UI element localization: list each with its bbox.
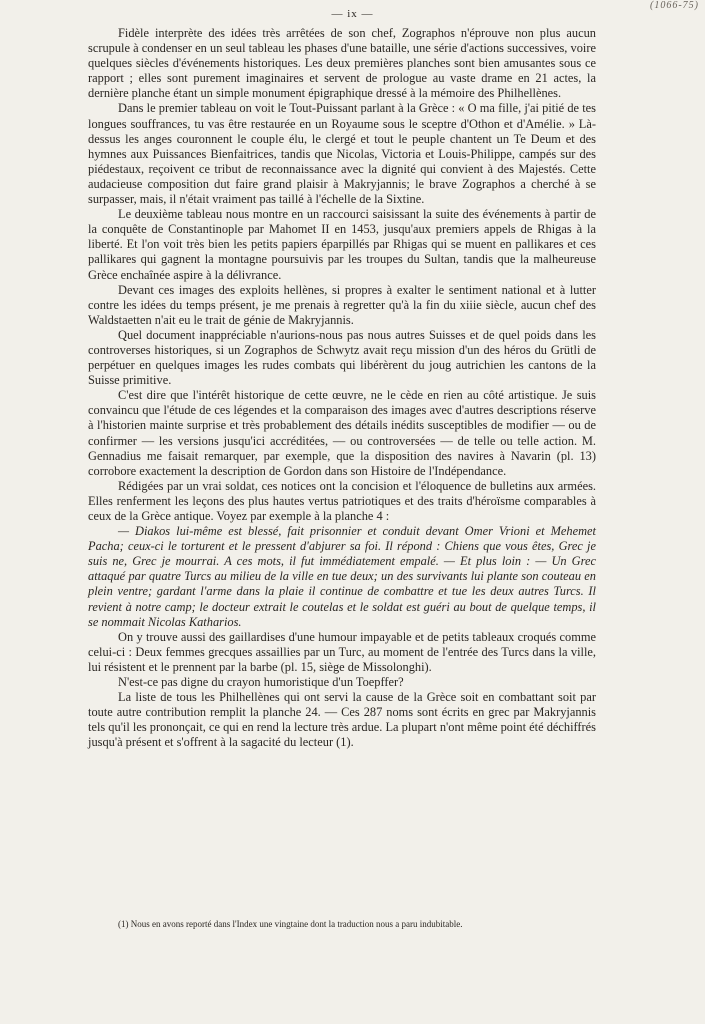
paragraph: N'est-ce pas digne du crayon humoristique d'un Toepffer? — [118, 675, 404, 690]
paragraph: Le deuxième tableau nous montre en un raccourci saisissant la suite des événements à partir de la conquête de Constantinople par Mahomet II en 1453, jusqu'aux premiers appels de Rhigas à la liberté. Et l'on voit très bien les petits papiers éparpillés par Rhigas qui se muent en pallikares et ces pallikares qui gagnent la montagne poursuivis par les troupes du Sultan, tandis que la malheureuse Grèce enchaînée aspire à la délivrance. — [88, 207, 596, 282]
paragraph: La liste de tous les Philhellènes qui ont servi la cause de la Grèce soit en combattant soit par toute autre contribution remplit la planche 24. — Ces 287 noms sont écrits en grec par Makryjannis tels qu'il les prononçait, ce qui en rend la lecture très ardue. La plupart n'ont même point été déchiffrés jusqu'à présent et s'offrent à la sagacité du lecteur (1). — [88, 690, 596, 750]
paragraph: On y trouve aussi des gaillardises d'une humour impayable et de petits tableaux croqués comme celui-ci : Deux femmes grecques assaillies par un Turc, au moment de l'entrée des Turcs dans la ville, lui résistent et le prennent par la barbe (pl. 15, siège de Missolonghi). — [88, 629, 596, 674]
page-number: — ix — — [331, 8, 374, 20]
paragraph: Dans le premier tableau on voit le Tout-Puissant parlant à la Grèce : « O ma fille, j'ai pitié de tes longues souffrances, tu vas être restaurée en un Royaume sous le sceptre d'Othon et d'Amélie. » Là-dessus les anges couronnent le couple élu, le clergé et tout le peuple chantent un Te Deum et des hymnes aux Puissances Bienfaitrices, tandis que Nicolas, Victoria et Louis-Philippe, campés sur des piédestaux, reçoivent ce tribut de reconnaissance avec la dignité qui convient à des Majestés. Cette audacieuse composition dut faire grand plaisir à Makryjannis; le brave Zographos a cherché à se surpasser, mais, il n'était vraiment pas taillé à l'échelle de la Sixtine. — [88, 101, 596, 207]
paragraph: C'est dire que l'intérêt historique de cette œuvre, ne le cède en rien au côté artistique. Je suis convaincu que l'étude de ces légendes et la comparaison des images avec d'autres descriptions réserve à l'historien mainte surprise et très probablement des détails inédits susceptibles de modifier — ou de confirmer — les versions jusqu'ici accréditées, — ou controversées — de telle ou telle action. M. Gennadius me faisait remarquer, par exemple, que la disposition des navires à Navarin (pl. 13) corrobore exactement la description de Gordon dans son Histoire de l'Indépendance. — [88, 388, 596, 478]
footnote: (1) Nous en avons reporté dans l'Index une vingtaine dont la traduction nous a paru indubitable. — [118, 919, 463, 929]
paragraph: Fidèle interprète des idées très arrêtées de son chef, Zographos n'éprouve non plus aucun scrupule à condenser en un seul tableau les phases d'une bataille, une série d'actions successives, voire quelques siècles d'événements historiques. Les deux premières planches sont bien amusantes sous ce rapport ; elles sont purement imaginaires et servent de prologue au vaste drame en 21 actes, la dernière planche étant un simple monument épigraphique dressé à la mémoire des Philhellènes. — [88, 26, 596, 101]
paragraph: Rédigées par un vrai soldat, ces notices ont la concision et l'éloquence de bulletins aux armées. Elles renferment les leçons des plus hautes vertus patriotiques et des traits d'héroïsme comparables à ceux de la Grèce antique. Voyez par exemple à la planche 4 : — [88, 478, 596, 523]
corner-annotation: (1066-75) — [650, 0, 699, 11]
quoted-paragraph: — Diakos lui-même est blessé, fait prisonnier et conduit devant Omer Vrioni et Mehemet Pacha; ceux-ci le torturent et le pressent d'abjurer sa foi. Il répond : Chiens que vous êtes, Grec je suis ne, Grec je mourrai. A ces mots, il fut immédiatement empalé. — Et plus loin : — Un Grec attaqué par quatre Turcs au milieu de la ville en tue deux; un des survivants lui plante son couteau en plein ventre; gardant l'arme dans la plaie il continue de combattre et tue les deux autres Turcs. Il revient à notre camp; le docteur extrait le coutelas et le soldat est guéri au bout de quelque temps, il se nommait Nicolas Katharios. — [88, 524, 596, 629]
paragraph: Devant ces images des exploits hellènes, si propres à exalter le sentiment national et à lutter contre les idées du temps présent, je me prenais à regretter qu'à la fin du xiiie siècle, aucun chef des Waldstaetten n'ait eu le trait de génie de Makryjannis. — [88, 282, 596, 327]
paragraph: Quel document inappréciable n'aurions-nous pas nous autres Suisses et de quel poids dans les controverses historiques, si un Zographos de Schwytz avait reçu mission d'un des héros du Grütli de perpétuer en quelques images les rudes combats qui libérèrent du joug autrichien les cantons de la Suisse primitive. — [88, 327, 596, 388]
body-text — [88, 26, 596, 751]
